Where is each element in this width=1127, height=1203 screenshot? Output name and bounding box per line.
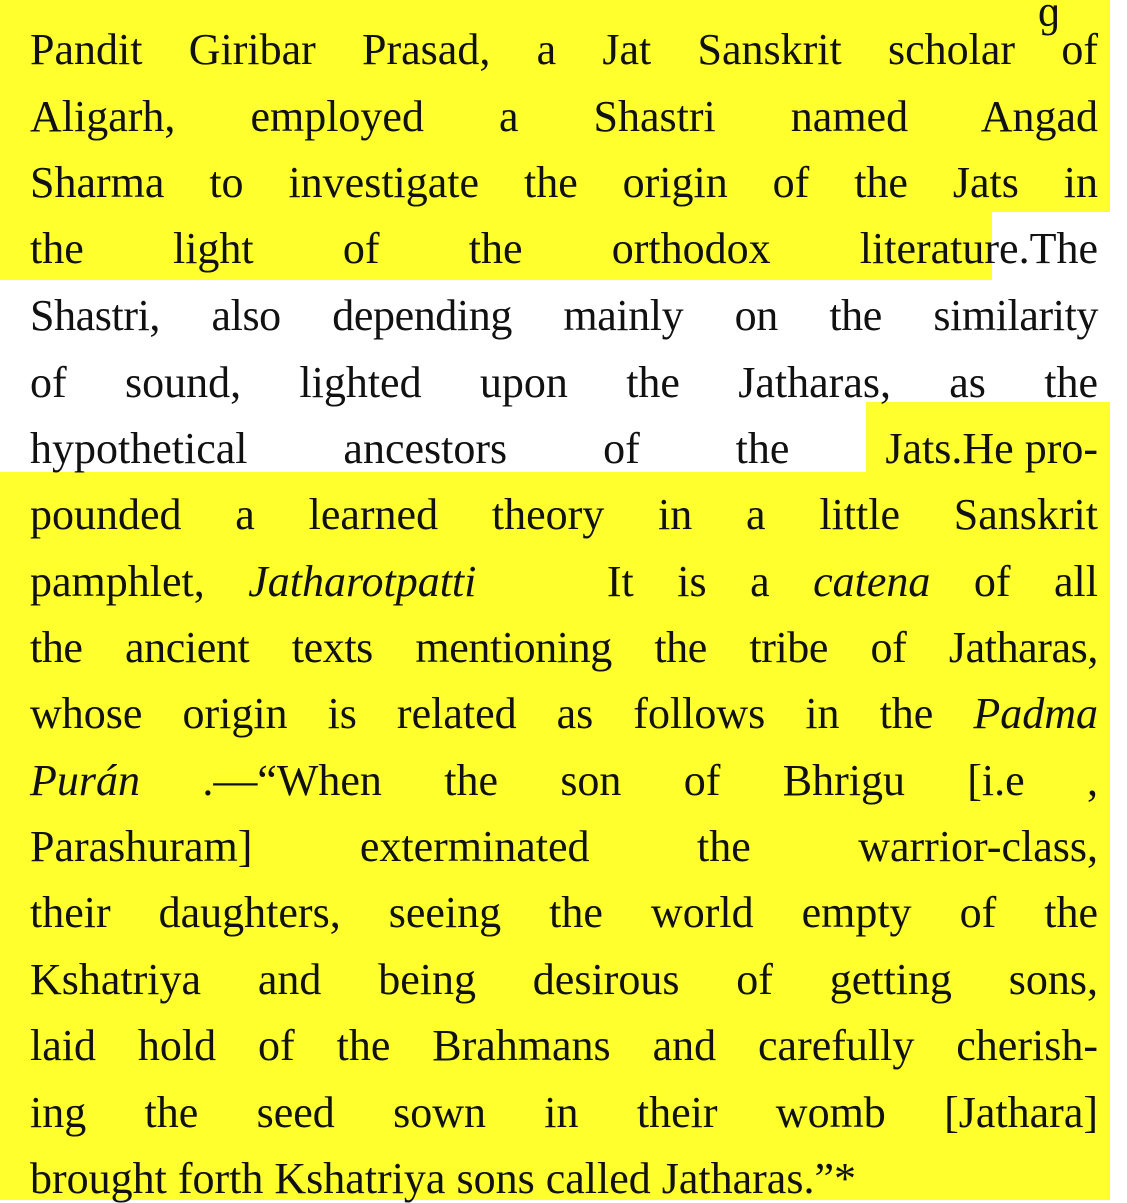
text-line-4 (30, 224, 1098, 273)
text-line-13: Parashuram] exterminated the warrior-class, (30, 822, 1098, 871)
text-line-12 (30, 756, 1099, 805)
text-line-9-a: pamphlet, (30, 557, 205, 606)
text-line-7-highlighted: He pro- (962, 424, 1098, 473)
text-line-2: Aligarh, employed a Shastri named Angad (30, 92, 1098, 141)
term-puran: Purán (30, 756, 140, 805)
book-title-jatharotpatti: Jatharotpatti (248, 557, 477, 606)
text-line-8: pounded a learned theory in a little Sanskrit (30, 490, 1098, 539)
text-line-17: ing the seed sown in their womb [Jathara] (30, 1088, 1098, 1137)
text-line-9-c: of all (973, 557, 1099, 606)
text-line-1: Pandit Giribar Prasad, a Jat Sanskrit scholar of (30, 25, 1098, 74)
scan-edge-mark: ɡ (1038, 0, 1060, 36)
term-padma: Padma (973, 689, 1099, 738)
text-line-15: Kshatriya and being desirous of getting sons, (30, 955, 1098, 1004)
text-line-7 (30, 424, 1098, 473)
text-line-6: of sound, lighted upon the Jatharas, as the (30, 358, 1098, 407)
text-line-18: brought forth Kshatriya sons called Jatharas.”* (30, 1154, 856, 1203)
text-line-9-b: It is a (606, 557, 770, 606)
text-line-12-a: .—“When the son of Bhrigu [i.e , (202, 756, 1099, 805)
text-line-9 (30, 557, 1099, 606)
term-catena: catena (813, 557, 931, 606)
text-line-4-unhighlighted: The (1029, 224, 1098, 273)
text-line-10: the ancient texts mentioning the tribe of Jatharas, (30, 623, 1098, 672)
text-line-11 (30, 689, 1099, 738)
text-line-14: their daughters, seeing the world empty of the (30, 888, 1098, 937)
text-line-3: Sharma to investigate the origin of the Jats in (30, 158, 1098, 207)
text-line-4-highlighted: the light of the orthodox literature. (30, 224, 1030, 273)
text-line-11-a: whose origin is related as follows in the (30, 689, 934, 738)
text-line-16: laid hold of the Brahmans and carefully cherish- (30, 1021, 1098, 1070)
text-line-7-unhighlighted: hypothetical ancestors of the Jats. (30, 424, 963, 473)
text-line-5: Shastri, also depending mainly on the similarity (30, 291, 1098, 340)
